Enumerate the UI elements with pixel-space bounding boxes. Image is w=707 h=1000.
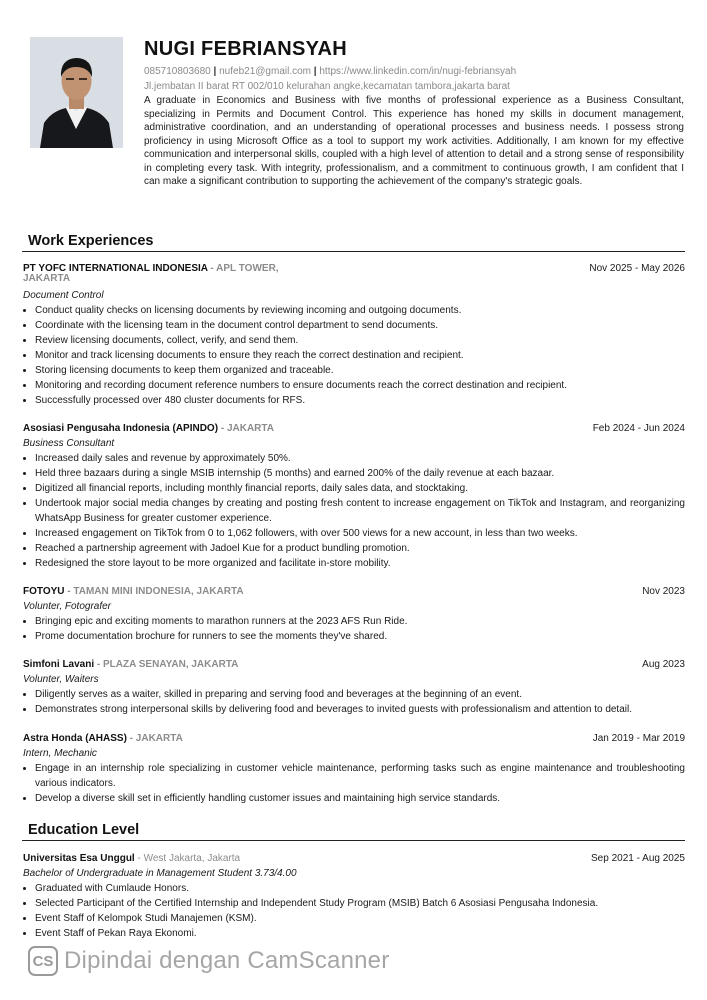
bullet-list	[23, 761, 685, 806]
work-entry	[23, 731, 685, 806]
work-entry	[23, 657, 685, 717]
camscanner-logo-icon: CS	[28, 946, 58, 976]
bullet-list	[23, 614, 685, 644]
organization-name: Simfoni Lavani	[23, 659, 95, 670]
date-range: Aug 2023	[642, 659, 685, 670]
bullet-item: • Undertook major social media changes by creating and posting fresh content to increase engagement on TikTok and Instagram, and reorganizing WhatsApp Business for greater customer experience.	[35, 496, 685, 526]
organization-location: JAKARTA	[135, 733, 183, 744]
date-range: Jan 2019 - Mar 2019	[592, 733, 685, 744]
education-entry	[23, 851, 685, 941]
job-role: Intern, Mechanic	[23, 748, 97, 759]
bullet-item: • Monitor and track licensing documents to ensure they reach the correct destination and recipient.	[35, 348, 685, 363]
bullet-item: • Monitoring and recording document reference numbers to ensure documents reach the correct destination and recipient.	[35, 378, 685, 393]
profile-summary: A graduate in Economics and Business with five months of professional experience as a Business Consultant, specializing in Permits and Document Control. This experience has honed my skills in document management, administrative coordination, and an understanding of operational processes and business needs. I possess strong proficiency in using Microsoft Office as a tool to support my work activities. Additionally, I am known for my effective communication and interpersonal skills, coupled with a high level of attention to detail and a strong sense of responsibility in completing every task. With integrity, professionalism, and a commitment to continuous growth, I am confident that I can make a significant contribution to supporting the achievement of the company's strategic goals.	[144, 95, 684, 187]
bullet-item: • Event Staff of Pekan Raya Ekonomi.	[35, 926, 685, 941]
organization-location: JAKARTA	[226, 423, 274, 434]
bullet-item: • Graduated with Cumlaude Honors.	[35, 881, 685, 896]
bullet-item: • Redesigned the store layout to be more organized and facilitate in-store mobility.	[35, 556, 685, 571]
contact-separator: |	[313, 66, 317, 77]
date-range: Nov 2025 - May 2026	[589, 263, 685, 274]
location-dash: -	[64, 586, 74, 597]
organization-name: Asosiasi Pengusaha Indonesia (APINDO)	[23, 423, 219, 434]
bullet-item: • Selected Participant of the Certified Internship and Independent Study Program (MSIB) Batch 6 Asosiasi Pengusaha Indonesia.	[35, 896, 685, 911]
institution-name: Universitas Esa Unggul	[23, 853, 135, 864]
location-dash: -	[134, 853, 144, 864]
entry-header	[23, 851, 685, 866]
full-name: NUGI FEBRIANSYAH	[144, 38, 347, 60]
watermark-text: Dipindai dengan CamScanner	[64, 947, 390, 974]
bullet-item: • Engage in an internship role specializing in customer vehicle maintenance, performing tasks such as engine maintenance and troubleshooting various indicators.	[35, 761, 685, 791]
section-divider	[22, 251, 685, 252]
bullet-item: • Event Staff of Kelompok Studi Manajemen (KSM).	[35, 911, 685, 926]
bullet-item: • Review licensing documents, collect, verify, and send them.	[35, 333, 685, 348]
entry-header	[23, 731, 685, 746]
organization-location: PLAZA SENAYAN, JAKARTA	[103, 659, 239, 670]
entry-header	[23, 421, 685, 436]
email-address: nufeb21@gmail.com	[219, 66, 311, 77]
entry-header	[23, 261, 685, 276]
bullet-item: • Coordinate with the licensing team in the document control department to send documents.	[35, 318, 685, 333]
bullet-list	[23, 451, 685, 571]
work-entry	[23, 584, 685, 644]
job-role: Volunter, Fotografer	[23, 601, 112, 612]
education-section-title: Education Level	[28, 822, 140, 838]
bullet-item: • Conduct quality checks on licensing documents by reviewing incoming and outgoing documents.	[35, 303, 685, 318]
camscanner-watermark	[28, 944, 389, 978]
bullet-item: • Increased daily sales and revenue by approximately 50%.	[35, 451, 685, 466]
organization-name: Astra Honda (AHASS)	[23, 733, 127, 744]
bullet-item: • Develop a diverse skill set in efficiently handling customer issues and maintaining high service standards.	[35, 791, 685, 806]
date-range: Sep 2021 - Aug 2025	[591, 853, 685, 864]
location-dash: -	[207, 263, 217, 274]
bullet-item: • Digitized all financial reports, including monthly financial reports, daily sales data, and stocktaking.	[35, 481, 685, 496]
work-entry	[23, 421, 685, 571]
bullet-item: • Storing licensing documents to keep them organized and traceable.	[35, 363, 685, 378]
contact-separator: |	[213, 66, 217, 77]
bullet-item: • Prome documentation brochure for runners to see the moments they've shared.	[35, 629, 685, 644]
date-range: Nov 2023	[642, 586, 685, 597]
organization-location: TAMAN MINI INDONESIA, JAKARTA	[73, 586, 244, 597]
location-dash: -	[94, 659, 104, 670]
organization-location-continued: JAKARTA	[23, 273, 71, 284]
contact-line	[144, 65, 684, 78]
location-dash: -	[218, 423, 227, 434]
profile-photo-image	[30, 37, 123, 148]
phone-number: 085710803680	[144, 66, 211, 77]
section-divider	[22, 840, 685, 841]
job-role: Document Control	[23, 290, 104, 301]
organization-name: PT YOFC INTERNATIONAL INDONESIA	[23, 263, 208, 274]
work-entry	[23, 261, 685, 408]
profile-photo	[30, 37, 123, 148]
organization-name: FOTOYU	[23, 586, 65, 597]
entry-header	[23, 584, 685, 599]
profile-header	[144, 38, 684, 189]
entry-header	[23, 657, 685, 672]
linkedin-url: https://www.linkedin.com/in/nugi-febriansyah	[319, 66, 517, 77]
bullet-item: • Increased engagement on TikTok from 0 to 1,062 followers, with over 500 views for a new account, in less than two weeks.	[35, 526, 685, 541]
degree: Bachelor of Undergraduate in Management Student 3.73/4.00	[23, 868, 297, 879]
job-role: Volunter, Waiters	[23, 674, 99, 685]
institution-location: West Jakarta, Jakarta	[143, 853, 241, 864]
home-address: Jl.jembatan II barat RT 002/010 kelurahan angke,kecamatan tambora,jakarta barat	[144, 81, 510, 92]
bullet-item: • Reached a partnership agreement with Jadoel Kue for a product bundling promotion.	[35, 541, 685, 556]
work-section-title: Work Experiences	[28, 233, 154, 249]
organization-location: APL TOWER,	[216, 263, 279, 274]
bullet-item: • Bringing epic and exciting moments to marathon runners at the 2023 AFS Run Ride.	[35, 614, 685, 629]
bullet-item: • Successfully processed over 480 cluster documents for RFS.	[35, 393, 685, 408]
job-role: Business Consultant	[23, 438, 115, 449]
bullet-item: • Held three bazaars during a single MSIB internship (5 months) and earned 200% of the daily revenue at each bazaar.	[35, 466, 685, 481]
bullet-list	[23, 687, 685, 717]
location-dash: -	[126, 733, 136, 744]
bullet-item: • Diligently serves as a waiter, skilled in preparing and serving food and beverages at the beginning of an event.	[35, 687, 685, 702]
bullet-item: • Demonstrates strong interpersonal skills by delivering food and beverages to invited guests with professionalism and attention to detail.	[35, 702, 685, 717]
bullet-list	[23, 303, 685, 408]
date-range: Feb 2024 - Jun 2024	[592, 423, 685, 434]
bullet-list	[23, 881, 685, 941]
